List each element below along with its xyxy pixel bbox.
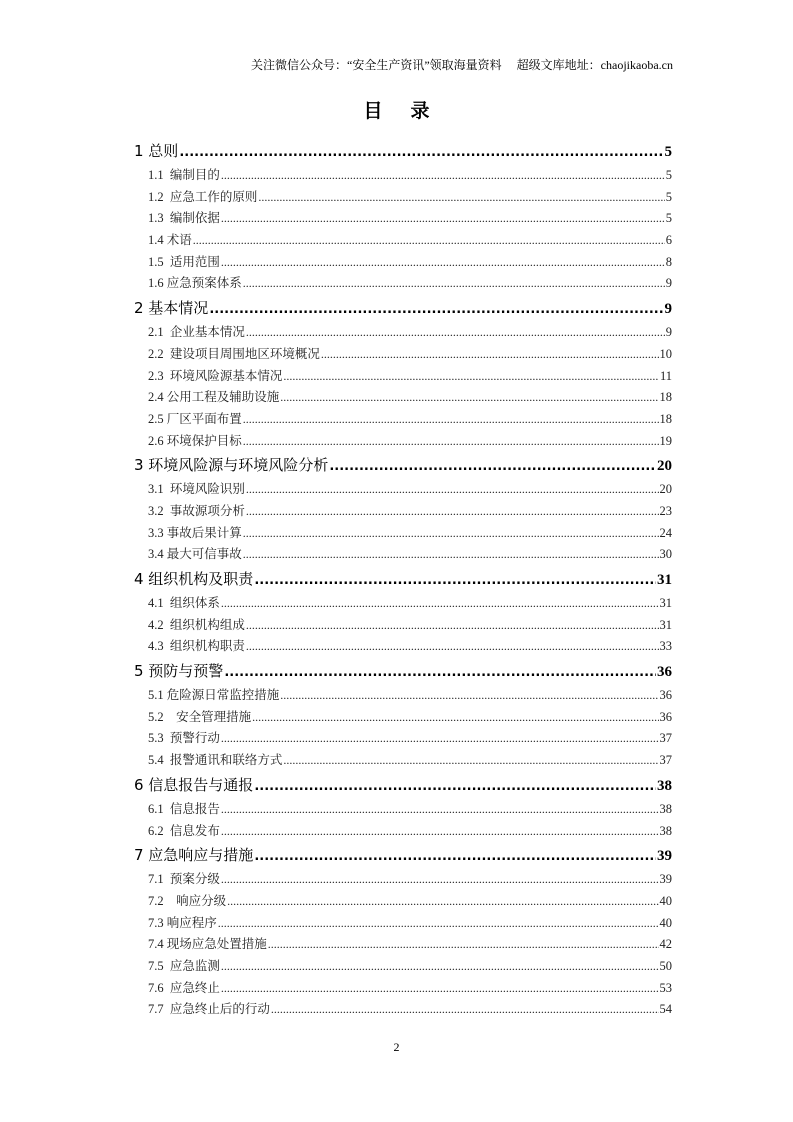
- toc-section-entry[interactable]: [134, 999, 672, 1021]
- toc-entry-label: 7.7 应急终止后的行动: [148, 1002, 270, 1017]
- page-number: 2: [393, 1040, 400, 1054]
- page-title: 目录: [363, 100, 458, 122]
- toc-section-entry[interactable]: [134, 593, 672, 615]
- toc-section-entry[interactable]: [134, 273, 672, 295]
- toc-entry-page: 37: [659, 731, 672, 746]
- toc-entry-label: 1 总则: [134, 142, 179, 160]
- toc-entry-page: 31: [657, 572, 672, 588]
- toc-entry-page: 53: [659, 980, 672, 995]
- toc-entry-label: 1.5 适用范围: [148, 254, 220, 269]
- toc-entry-label: 3.4 最大可信事故: [148, 547, 242, 562]
- toc-entry-label: 2.1 企业基本情况: [148, 325, 245, 340]
- toc-section-entry[interactable]: [134, 891, 672, 913]
- toc-entry-label: 2.2 建设项目周围地区环境概况: [148, 346, 320, 361]
- toc-entry-label: 6 信息报告与通报: [134, 775, 254, 794]
- toc-dot-leader: [221, 978, 659, 1000]
- toc-entry-label: 7.6 应急终止: [148, 980, 220, 995]
- toc-entry-label: 5.3 预警行动: [148, 731, 220, 746]
- toc-entry-page: 42: [659, 937, 672, 952]
- toc-entry-page: 36: [659, 688, 672, 703]
- toc-entry-label: 7.2 响应分级: [148, 893, 227, 908]
- toc-entry-page: 9: [665, 276, 672, 291]
- toc-entry-label: 6.2 信息发布: [148, 823, 220, 838]
- toc-dot-leader: [283, 750, 658, 772]
- toc-dot-leader: [209, 296, 663, 323]
- toc-entry-label: 7.3 响应程序: [148, 915, 217, 930]
- toc-entry-page: 24: [659, 525, 672, 540]
- toc-entry-page: 37: [659, 753, 672, 768]
- toc-entry-label: 5 预防与预警: [134, 662, 224, 681]
- toc-dot-leader: [329, 453, 656, 480]
- toc-dot-leader: [246, 636, 659, 658]
- toc-dot-leader: [243, 544, 659, 566]
- toc-section-entry[interactable]: [134, 479, 672, 501]
- table-of-contents: [134, 138, 672, 1021]
- toc-dot-leader: [221, 252, 665, 274]
- toc-dot-leader: [254, 567, 656, 594]
- toc-dot-leader: [280, 387, 658, 409]
- toc-entry-page: 18: [659, 390, 672, 405]
- toc-dot-leader: [252, 707, 658, 729]
- toc-entry-page: 38: [659, 823, 672, 838]
- toc-entry-label: 4.2 组织机构组成: [148, 617, 245, 632]
- toc-dot-leader: [246, 322, 665, 344]
- toc-section-entry[interactable]: [134, 615, 672, 637]
- toc-entry-label: 3.2 事故源项分析: [148, 503, 245, 518]
- toc-section-entry[interactable]: [134, 187, 672, 209]
- toc-entry-page: 23: [659, 503, 672, 518]
- toc-dot-leader: [246, 615, 659, 637]
- toc-dot-leader: [218, 913, 659, 935]
- toc-entry-label: 2.6 环境保护目标: [148, 433, 242, 448]
- toc-entry-label: 1.2 应急工作的原则: [148, 189, 258, 204]
- toc-dot-leader: [271, 999, 659, 1021]
- toc-dot-leader: [221, 208, 665, 230]
- toc-section-entry[interactable]: [134, 322, 672, 344]
- toc-entry-page: 5: [665, 211, 672, 226]
- toc-dot-leader: [268, 934, 659, 956]
- toc-dot-leader: [243, 431, 659, 453]
- toc-section-entry[interactable]: [134, 750, 672, 772]
- toc-dot-leader: [221, 593, 659, 615]
- toc-entry-label: 1.6 应急预案体系: [148, 276, 242, 291]
- toc-chapter-entry[interactable]: [134, 452, 672, 479]
- toc-section-entry[interactable]: [134, 431, 672, 453]
- toc-entry-page: 11: [659, 368, 672, 383]
- toc-section-entry[interactable]: [134, 934, 672, 956]
- toc-entry-label: 2 基本情况: [134, 299, 209, 318]
- toc-entry-label: 5.1 危险源日常监控措施: [148, 688, 280, 703]
- toc-entry-label: 5.4 报警通讯和联络方式: [148, 753, 283, 768]
- toc-dot-leader: [227, 891, 658, 913]
- toc-chapter-entry[interactable]: [134, 138, 672, 165]
- toc-entry-page: 38: [659, 801, 672, 816]
- toc-entry-page: 20: [659, 482, 672, 497]
- toc-entry-page: 38: [657, 777, 672, 794]
- toc-entry-page: 9: [664, 301, 672, 318]
- toc-section-entry[interactable]: [134, 344, 672, 366]
- toc-dot-leader: [221, 869, 659, 891]
- toc-entry-label: 4.1 组织体系: [148, 596, 220, 610]
- toc-dot-leader: [254, 773, 656, 800]
- toc-dot-leader: [224, 659, 656, 686]
- toc-dot-leader: [321, 344, 659, 366]
- toc-entry-page: 5: [664, 144, 672, 160]
- toc-section-entry[interactable]: [134, 523, 672, 545]
- toc-chapter-entry[interactable]: [134, 842, 672, 869]
- toc-entry-page: 54: [659, 1002, 672, 1017]
- toc-chapter-entry[interactable]: [134, 295, 672, 322]
- toc-entry-page: 19: [659, 433, 672, 448]
- toc-entry-page: 39: [659, 872, 672, 887]
- toc-section-entry[interactable]: [134, 544, 672, 566]
- toc-entry-page: 40: [659, 915, 672, 930]
- toc-entry-page: 30: [659, 547, 672, 562]
- toc-entry-label: 3 环境风险源与环境风险分析: [134, 456, 329, 475]
- toc-entry-label: 7.4 现场应急处置措施: [148, 937, 267, 952]
- toc-dot-leader: [193, 230, 665, 252]
- toc-section-entry[interactable]: [134, 501, 672, 523]
- toc-entry-page: 18: [659, 411, 672, 426]
- toc-dot-leader: [221, 165, 665, 187]
- toc-dot-leader: [179, 139, 663, 166]
- toc-entry-label: 5.2 安全管理措施: [148, 709, 252, 724]
- toc-section-entry[interactable]: [134, 956, 672, 978]
- toc-entry-page: 5: [665, 168, 672, 182]
- toc-dot-leader: [258, 187, 664, 209]
- toc-entry-label: 1.1 编制目的: [148, 168, 220, 182]
- toc-dot-leader: [221, 728, 659, 750]
- toc-entry-page: 20: [657, 458, 672, 475]
- toc-section-entry[interactable]: [134, 409, 672, 431]
- toc-entry-label: 7.1 预案分级: [148, 872, 220, 887]
- toc-entry-label: 1.3 编制依据: [148, 211, 220, 226]
- toc-entry-label: 4.3 组织机构职责: [148, 639, 245, 654]
- toc-entry-page: 5: [665, 189, 672, 204]
- toc-entry-label: 4 组织机构及职责: [134, 570, 254, 588]
- toc-entry-label: 1.4 术语: [148, 233, 192, 248]
- toc-dot-leader: [221, 821, 659, 843]
- toc-section-entry[interactable]: [134, 728, 672, 750]
- toc-section-entry[interactable]: [134, 869, 672, 891]
- toc-chapter-entry[interactable]: [134, 566, 672, 593]
- toc-entry-label: 3.3 事故后果计算: [148, 525, 242, 540]
- toc-section-entry[interactable]: [134, 685, 672, 707]
- toc-entry-page: 8: [665, 254, 672, 269]
- toc-entry-page: 6: [665, 233, 672, 248]
- toc-entry-page: 39: [657, 848, 672, 865]
- toc-section-entry[interactable]: [134, 707, 672, 729]
- toc-section-entry[interactable]: [134, 165, 672, 187]
- toc-entry-page: 10: [659, 346, 672, 361]
- toc-dot-leader: [246, 501, 659, 523]
- toc-entry-label: 2.4 公用工程及辅助设施: [148, 390, 280, 405]
- toc-section-entry[interactable]: [134, 366, 672, 388]
- toc-section-entry[interactable]: [134, 252, 672, 274]
- toc-entry-label: 7 应急响应与措施: [134, 846, 254, 865]
- toc-section-entry[interactable]: [134, 636, 672, 658]
- toc-dot-leader: [221, 799, 659, 821]
- toc-entry-label: 2.3 环境风险源基本情况: [148, 368, 283, 383]
- toc-dot-leader: [254, 843, 656, 870]
- toc-section-entry[interactable]: [134, 799, 672, 821]
- toc-entry-label: 6.1 信息报告: [148, 801, 220, 816]
- page-header: 关注微信公众号：“安全生产资讯”领取海量资料 超级文库地址：chaojikaoba.cn: [251, 58, 673, 72]
- toc-chapter-entry[interactable]: [134, 772, 672, 799]
- toc-entry-page: 40: [659, 893, 672, 908]
- toc-section-entry[interactable]: [134, 230, 672, 252]
- toc-entry-page: 36: [659, 709, 672, 724]
- toc-entry-page: 9: [665, 325, 672, 340]
- toc-entry-page: 36: [657, 664, 672, 681]
- toc-entry-label: 3.1 环境风险识别: [148, 482, 245, 497]
- toc-dot-leader: [221, 956, 659, 978]
- toc-section-entry[interactable]: [134, 821, 672, 843]
- toc-entry-page: 31: [659, 596, 672, 610]
- toc-dot-leader: [243, 523, 659, 545]
- toc-dot-leader: [246, 479, 659, 501]
- toc-section-entry[interactable]: [134, 913, 672, 935]
- toc-entry-page: 31: [659, 617, 672, 632]
- toc-chapter-entry[interactable]: [134, 658, 672, 685]
- toc-section-entry[interactable]: [134, 208, 672, 230]
- toc-section-entry[interactable]: [134, 387, 672, 409]
- toc-entry-page: 50: [659, 958, 672, 973]
- toc-section-entry[interactable]: [134, 978, 672, 1000]
- toc-entry-page: 33: [659, 639, 672, 654]
- toc-entry-label: 2.5 厂区平面布置: [148, 411, 242, 426]
- toc-dot-leader: [243, 409, 659, 431]
- toc-dot-leader: [280, 685, 658, 707]
- toc-dot-leader: [243, 273, 665, 295]
- toc-entry-label: 7.5 应急监测: [148, 958, 220, 973]
- toc-dot-leader: [283, 366, 659, 388]
